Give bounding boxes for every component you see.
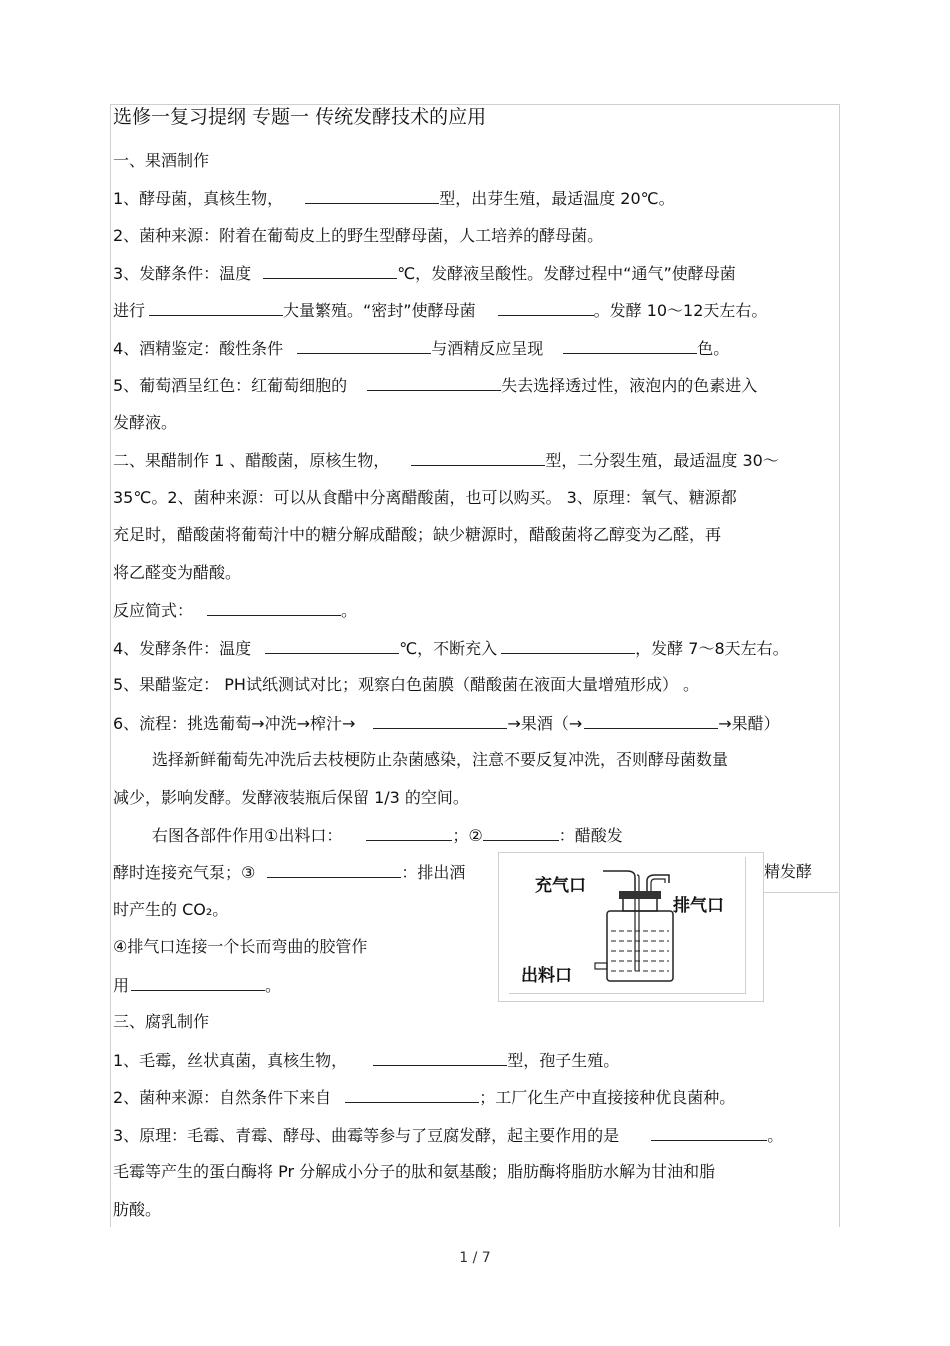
fermentation-bottle-icon bbox=[499, 853, 763, 1001]
fill-blank[interactable] bbox=[501, 637, 635, 654]
section-heading-wine: 一、果酒制作 bbox=[113, 151, 210, 170]
text-line: 用 。 bbox=[113, 976, 282, 995]
text-line: ④排气口连接一个长而弯曲的胶管作 bbox=[113, 937, 368, 956]
text-line: 酵时连接充气泵；③ ：排出酒 bbox=[113, 863, 466, 882]
fill-blank[interactable] bbox=[584, 712, 718, 729]
fill-blank[interactable] bbox=[207, 599, 341, 616]
figure-border-right bbox=[764, 852, 838, 893]
text-line: 选择新鲜葡萄先冲洗后去枝梗防止杂菌感染，注意不要反复冲洗，否则酵母菌数量 bbox=[152, 750, 729, 769]
text-line: 二、果醋制作 1 、醋酸菌，原核生物， 型，二分裂生殖，最适温度 30～ bbox=[113, 451, 779, 470]
fill-blank[interactable] bbox=[373, 1049, 507, 1066]
fill-blank[interactable] bbox=[263, 262, 397, 279]
text-line: 6、流程：挑选葡萄→冲洗→榨汁→ →果酒（→ →果醋） bbox=[113, 714, 780, 733]
label-exhaust: 排气口 bbox=[673, 896, 724, 916]
fill-blank[interactable] bbox=[305, 187, 439, 204]
fill-blank[interactable] bbox=[267, 861, 401, 878]
text-line: 5、果醋鉴定： PH试纸测试对比；观察白色菌膜（醋酸菌在液面大量增殖形成） 。 bbox=[113, 675, 700, 694]
text-line: 2、菌种来源：附着在葡萄皮上的野生型酵母菌，人工培养的酵母菌。 bbox=[113, 226, 604, 245]
page-number: 1 / 7 bbox=[459, 1250, 491, 1266]
text-line: 进行 大量繁殖。“密封”使酵母菌 。发酵 10～12天左右。 bbox=[113, 301, 768, 320]
text-line: 5、葡萄酒呈红色：红葡萄细胞的 失去选择透过性，液泡内的色素进入 bbox=[113, 376, 758, 395]
label-air-inlet: 充气口 bbox=[535, 876, 586, 896]
fill-blank[interactable] bbox=[131, 974, 265, 991]
fill-blank[interactable] bbox=[411, 449, 545, 466]
text-line: 充足时，醋酸菌将葡萄汁中的糖分解成醋酸；缺少糖源时，醋酸菌将乙醇变为乙醛，再 bbox=[113, 525, 722, 544]
text-line: 反应简式： 。 bbox=[113, 601, 358, 620]
page-title: 选修一复习提纲 专题一 传统发酵技术的应用 bbox=[113, 106, 487, 128]
fermentation-apparatus-figure bbox=[498, 852, 764, 1002]
text-line: 毛霉等产生的蛋白酶将 Pr 分解成小分子的肽和氨基酸；脂肪酶将脂肪水解为甘油和脂 bbox=[113, 1162, 716, 1181]
fill-blank[interactable] bbox=[149, 299, 283, 316]
text-line: 将乙醛变为醋酸。 bbox=[113, 563, 242, 582]
fill-blank[interactable] bbox=[498, 299, 594, 316]
text-line: 1、酵母菌，真核生物， 型，出芽生殖，最适温度 20℃。 bbox=[113, 189, 675, 208]
fill-blank[interactable] bbox=[373, 712, 507, 729]
fill-blank[interactable] bbox=[366, 824, 452, 841]
fill-blank[interactable] bbox=[345, 1086, 479, 1103]
label-outlet: 出料口 bbox=[521, 966, 572, 986]
fill-blank[interactable] bbox=[651, 1124, 767, 1141]
text-line: 肪酸。 bbox=[113, 1200, 162, 1219]
text-line: 3、原理：毛霉、青霉、酵母、曲霉等参与了豆腐发酵，起主要作用的是 。 bbox=[113, 1126, 784, 1145]
text-line: 4、发酵条件：温度 ℃，不断充入 ，发酵 7～8天左右。 bbox=[113, 639, 789, 658]
text-line: 减少，影响发酵。发酵液装瓶后保留 1/3 的空间。 bbox=[113, 788, 469, 807]
text-line: 发酵液。 bbox=[113, 413, 178, 432]
fill-blank[interactable] bbox=[367, 374, 501, 391]
fill-blank[interactable] bbox=[563, 337, 697, 354]
text-line: 时产生的 CO₂。 bbox=[113, 900, 229, 919]
text-line: 2、菌种来源：自然条件下来自 ；工厂化生产中直接接种优良菌种。 bbox=[113, 1088, 736, 1107]
text-line: 4、酒精鉴定：酸性条件 与酒精反应呈现 色。 bbox=[113, 339, 730, 358]
text-line: 35℃。2、菌种来源：可以从食醋中分离醋酸菌，也可以购买。 3、原理：氧气、糖源都 bbox=[113, 488, 737, 507]
fill-blank[interactable] bbox=[265, 637, 399, 654]
text-line-continuation: 精发酵 bbox=[764, 862, 813, 881]
text-line: 右图各部件作用①出料口： ；② ：醋酸发 bbox=[152, 826, 623, 845]
text-line: 1、毛霉，丝状真菌，真核生物， 型，孢子生殖。 bbox=[113, 1051, 620, 1070]
fill-blank[interactable] bbox=[483, 824, 559, 841]
text-line: 3、发酵条件：温度 ℃，发酵液呈酸性。发酵过程中“通气”使酵母菌 bbox=[113, 264, 736, 283]
section-heading-tofu: 三、腐乳制作 bbox=[113, 1012, 210, 1031]
fill-blank[interactable] bbox=[297, 337, 431, 354]
